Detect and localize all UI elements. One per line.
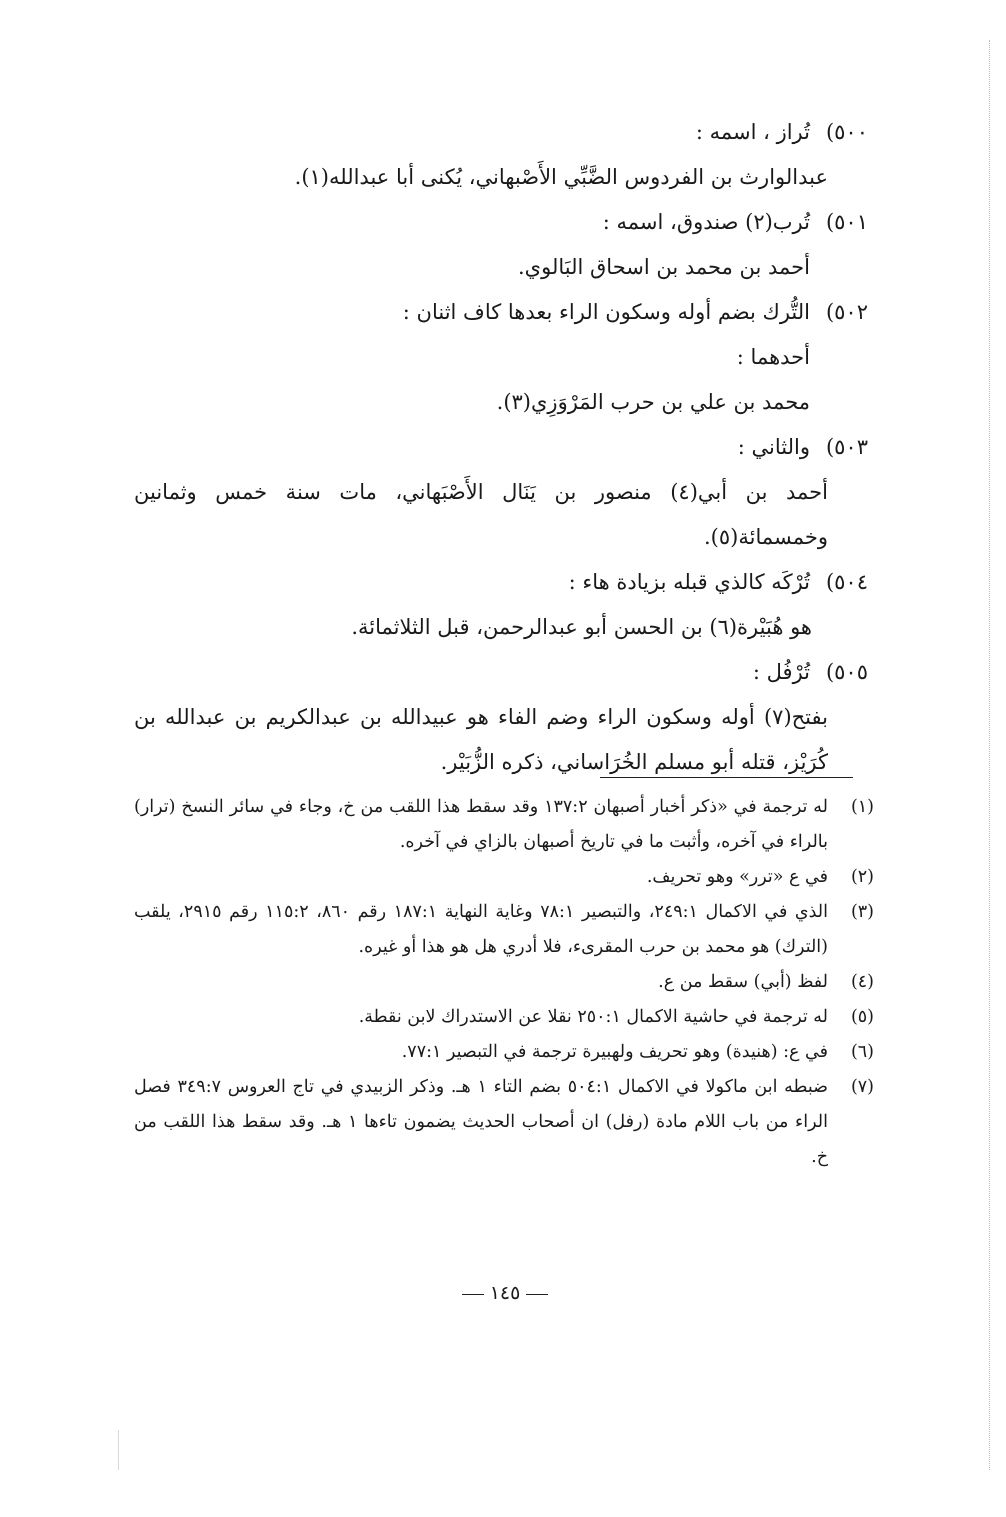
page-number-dash	[462, 1294, 484, 1295]
entry-500	[134, 110, 868, 200]
entry-503	[134, 425, 868, 560]
entry-title: تُرب(٢) صندوق، اسمه :	[602, 210, 810, 234]
entry-body: عبدالوارث بن الفردوس الضَّبِّي الأَصْبهاني، يُكنى أبا عبدالله(١).	[294, 165, 828, 189]
page-number	[450, 1278, 560, 1308]
footnote-number: (١)	[850, 797, 874, 817]
entry-501	[134, 200, 868, 290]
entry-number: ٥٠٢)	[825, 300, 868, 324]
footnote-text: الذي في الاكمال ٢٤٩:١، والتبصير ٧٨:١ وغاية النهاية ١٨٧:١ رقم ٨٦٠، ١١٥:٢ رقم ٢٩١٥، يلقب (الترك) هو محمد بن حرب المقرىء، فلا أدري هل هو هذا أو غيره.	[134, 902, 828, 957]
footnote-number: (٥)	[850, 1007, 874, 1027]
entry-title: تُراز ، اسمه :	[695, 120, 810, 144]
footnote-7	[134, 1070, 874, 1175]
footnote-number: (٧)	[850, 1077, 874, 1097]
entry-head	[134, 200, 868, 245]
entry-502	[134, 290, 868, 425]
entry-title: تُرْفُل :	[752, 660, 810, 684]
footnote-text: له ترجمة في حاشية الاكمال ٢٥٠:١ نقلا عن الاستدراك لابن نقطة.	[358, 1007, 828, 1027]
entry-505	[134, 650, 868, 785]
scan-corner-mark	[118, 1430, 119, 1470]
entry-head	[134, 650, 868, 695]
entry-number: ٥٠٠)	[825, 120, 868, 144]
entry-number: ٥٠١)	[825, 210, 868, 234]
footnote-text: في ع: (هنيدة) وهو تحريف ولهبيرة ترجمة في التبصير ٧٧:١.	[401, 1042, 828, 1062]
footnote-text: ضبطه ابن ماكولا في الاكمال ٥٠٤:١ بضم التاء ١ هـ. وذكر الزبيدي في تاج العروس ٣٤٩:٧ فصل الراء من باب اللام مادة (رفل) ان أصحاب الحديث يضمون تاءها ١ هـ. وقد سقط هذا اللقب من خ.	[134, 1077, 829, 1167]
entry-head	[134, 290, 868, 335]
footnote-separator	[600, 777, 853, 778]
footnote-number: (٣)	[850, 902, 874, 922]
entry-number: ٥٠٤)	[825, 570, 868, 594]
scan-margin-edge	[989, 40, 990, 1470]
entry-body: محمد بن علي بن حرب المَرْوَزِي(٣).	[496, 390, 810, 414]
entry-504	[134, 560, 868, 650]
page-number-dash	[526, 1294, 548, 1295]
entry-head	[134, 560, 868, 605]
footnote-4	[134, 965, 874, 1000]
footnote-number: (٦)	[850, 1042, 874, 1062]
entry-head	[134, 425, 868, 470]
entry-body: بفتح(٧) أوله وسكون الراء وضم الفاء هو عبيدالله بن عبدالكريم بن عبدالله بن كُرَيْز، قتله أبو مسلم الخُرَاساني، ذكره الزُّبَيْر.	[134, 705, 828, 774]
entry-head	[134, 110, 868, 155]
footnote-3	[134, 895, 874, 965]
entry-title: والثاني :	[737, 435, 810, 459]
entry-title: التُّرك بضم أوله وسكون الراء بعدها كاف اثنان :	[402, 300, 810, 324]
footnote-text: له ترجمة في «ذكر أخبار أصبهان ١٣٧:٢ وقد سقط هذا اللقب من خ، وجاء في سائر النسخ (ترار) بالراء في آخره، وأثبت ما في تاريخ أصبهان بالزاي في آخره.	[134, 797, 828, 852]
footnotes	[134, 790, 874, 1175]
footnote-6	[134, 1035, 874, 1070]
entry-subheading: أحدهما :	[736, 345, 810, 369]
footnote-number: (٢)	[850, 867, 874, 887]
entry-number: ٥٠٥)	[825, 660, 868, 684]
footnote-1	[134, 790, 874, 860]
footnote-text: في ع «ترر» وهو تحريف.	[646, 867, 828, 887]
footnote-text: لفظ (أبي) سقط من ع.	[658, 972, 828, 992]
main-text	[134, 110, 868, 785]
entry-number: ٥٠٣)	[825, 435, 868, 459]
footnote-5	[134, 1000, 874, 1035]
footnote-number: (٤)	[850, 972, 874, 992]
entry-body: أحمد بن محمد بن اسحاق البَالوي.	[518, 255, 810, 279]
entry-title: تُرْكَه كالذي قبله بزيادة هاء :	[568, 570, 810, 594]
footnote-2	[134, 860, 874, 895]
entry-body: أحمد بن أبي(٤) منصور بن يَنَال الأَصْبَهاني، مات سنة خمس وثمانين وخمسمائة(٥).	[134, 480, 828, 549]
entry-body: هو هُبَيْرة(٦) بن الحسن أبو عبدالرحمن، قبل الثلاثمائة.	[351, 615, 812, 639]
page-number-value: ١٤٥	[489, 1282, 521, 1304]
